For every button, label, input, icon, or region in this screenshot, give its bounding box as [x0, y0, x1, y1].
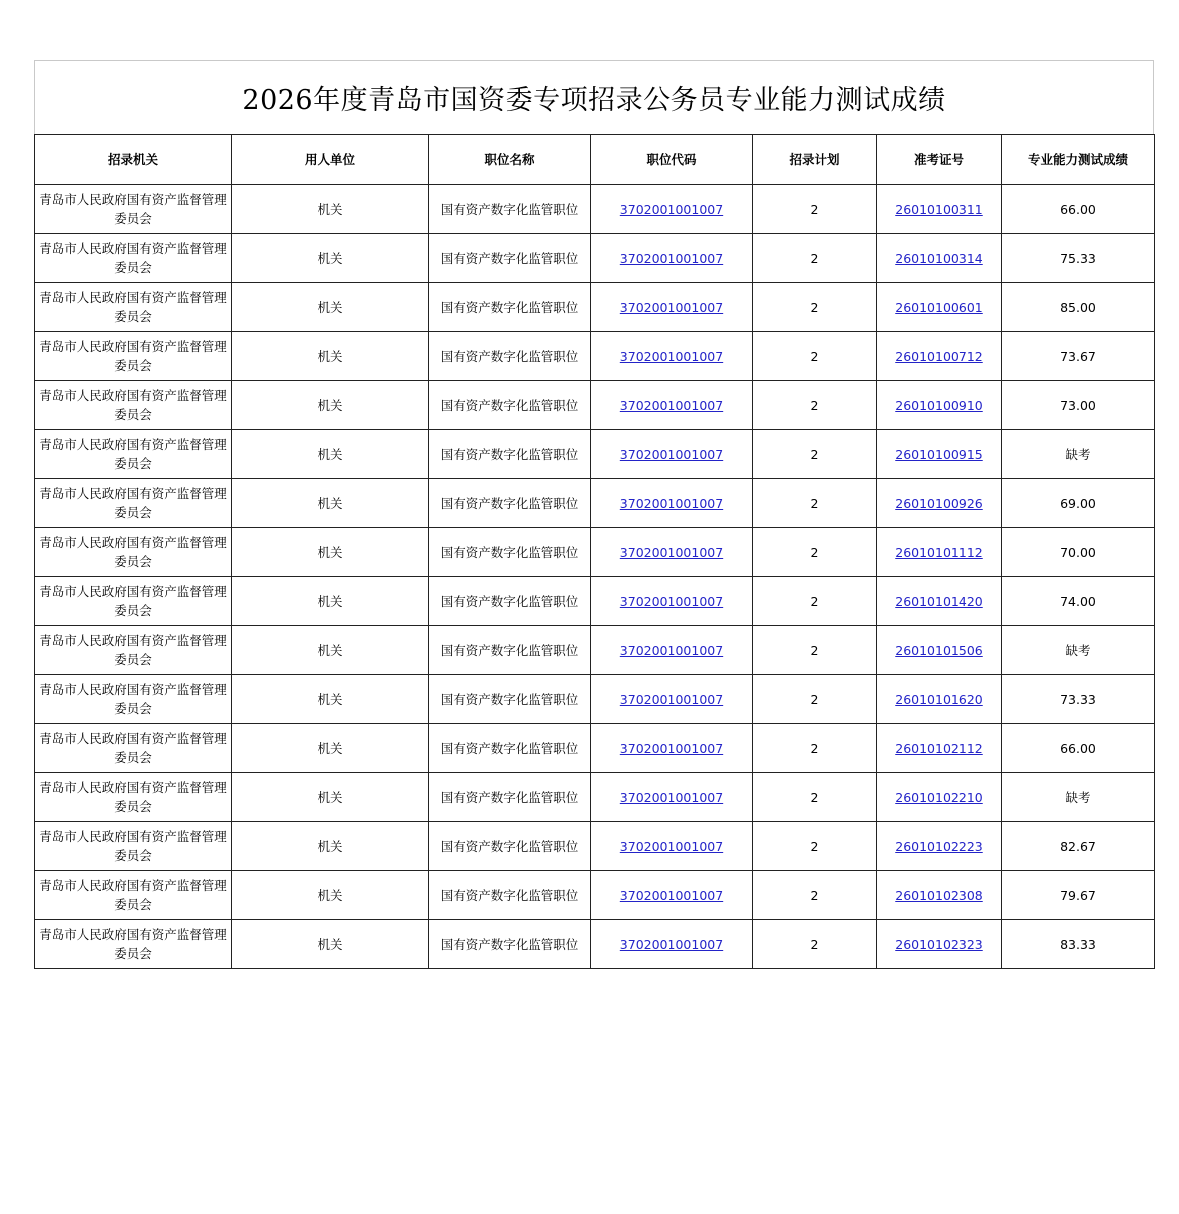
- score-table: [34, 134, 1155, 969]
- table-row: [35, 920, 1155, 969]
- cell-score: 缺考: [1002, 773, 1155, 822]
- cell-agency: 青岛市人民政府国有资产监督管理委员会: [35, 724, 232, 773]
- cell-ticket-number: [877, 283, 1002, 332]
- cell-position: 国有资产数字化监管职位: [429, 479, 591, 528]
- cell-position: 国有资产数字化监管职位: [429, 332, 591, 381]
- cell-ticket-number-link[interactable]: 26010101420: [895, 593, 983, 609]
- cell-score: 69.00: [1002, 479, 1155, 528]
- cell-ticket-number: [877, 822, 1002, 871]
- cell-ticket-number: [877, 234, 1002, 283]
- table-row: [35, 332, 1155, 381]
- cell-plan: 2: [753, 185, 877, 234]
- cell-plan: 2: [753, 724, 877, 773]
- table-row: [35, 626, 1155, 675]
- header-row: [35, 135, 1155, 185]
- cell-ticket-number: [877, 185, 1002, 234]
- cell-position-code: [591, 234, 753, 283]
- cell-position: 国有资产数字化监管职位: [429, 234, 591, 283]
- cell-ticket-number: [877, 920, 1002, 969]
- cell-position-code: [591, 871, 753, 920]
- cell-position: 国有资产数字化监管职位: [429, 773, 591, 822]
- cell-agency: 青岛市人民政府国有资产监督管理委员会: [35, 675, 232, 724]
- cell-ticket-number-link[interactable]: 26010102308: [895, 887, 983, 903]
- cell-plan: 2: [753, 381, 877, 430]
- cell-agency: 青岛市人民政府国有资产监督管理委员会: [35, 185, 232, 234]
- cell-unit: 机关: [232, 430, 429, 479]
- header-plan: 招录计划: [753, 135, 877, 185]
- table-body: [35, 185, 1155, 969]
- cell-ticket-number-link[interactable]: 26010100915: [895, 446, 983, 462]
- table-row: [35, 381, 1155, 430]
- cell-ticket-number: [877, 773, 1002, 822]
- cell-score: 缺考: [1002, 430, 1155, 479]
- cell-position-code-link[interactable]: 3702001001007: [619, 789, 724, 805]
- cell-ticket-number-link[interactable]: 26010101506: [895, 642, 983, 658]
- cell-position-code-link[interactable]: 3702001001007: [619, 887, 724, 903]
- cell-position-code-link[interactable]: 3702001001007: [619, 250, 724, 266]
- cell-plan: 2: [753, 871, 877, 920]
- cell-agency: 青岛市人民政府国有资产监督管理委员会: [35, 822, 232, 871]
- cell-position-code: [591, 283, 753, 332]
- cell-position: 国有资产数字化监管职位: [429, 724, 591, 773]
- cell-ticket-number-link[interactable]: 26010102323: [895, 936, 983, 952]
- cell-position: 国有资产数字化监管职位: [429, 871, 591, 920]
- table-row: [35, 283, 1155, 332]
- table-row: [35, 577, 1155, 626]
- cell-unit: 机关: [232, 675, 429, 724]
- cell-ticket-number-link[interactable]: 26010101620: [895, 691, 983, 707]
- cell-position-code-link[interactable]: 3702001001007: [619, 740, 724, 756]
- cell-position-code: [591, 430, 753, 479]
- cell-position-code-link[interactable]: 3702001001007: [619, 544, 724, 560]
- cell-agency: 青岛市人民政府国有资产监督管理委员会: [35, 920, 232, 969]
- cell-position: 国有资产数字化监管职位: [429, 675, 591, 724]
- cell-position-code: [591, 675, 753, 724]
- cell-position: 国有资产数字化监管职位: [429, 185, 591, 234]
- cell-score: 缺考: [1002, 626, 1155, 675]
- table-row: [35, 773, 1155, 822]
- cell-position-code: [591, 773, 753, 822]
- cell-position-code: [591, 381, 753, 430]
- cell-position-code: [591, 822, 753, 871]
- cell-score: 74.00: [1002, 577, 1155, 626]
- cell-position-code: [591, 185, 753, 234]
- cell-score: 85.00: [1002, 283, 1155, 332]
- cell-unit: 机关: [232, 773, 429, 822]
- cell-position: 国有资产数字化监管职位: [429, 283, 591, 332]
- cell-ticket-number-link[interactable]: 26010100910: [895, 397, 983, 413]
- cell-position-code-link[interactable]: 3702001001007: [619, 936, 724, 952]
- table-row: [35, 185, 1155, 234]
- cell-score: 73.67: [1002, 332, 1155, 381]
- cell-score: 70.00: [1002, 528, 1155, 577]
- cell-ticket-number: [877, 871, 1002, 920]
- cell-plan: 2: [753, 234, 877, 283]
- cell-position: 国有资产数字化监管职位: [429, 920, 591, 969]
- cell-position: 国有资产数字化监管职位: [429, 381, 591, 430]
- cell-unit: 机关: [232, 332, 429, 381]
- header-code: 职位代码: [591, 135, 753, 185]
- cell-unit: 机关: [232, 822, 429, 871]
- table-row: [35, 234, 1155, 283]
- cell-score: 83.33: [1002, 920, 1155, 969]
- table-row: [35, 724, 1155, 773]
- cell-position-code-link[interactable]: 3702001001007: [619, 593, 724, 609]
- cell-position-code-link[interactable]: 3702001001007: [619, 838, 724, 854]
- cell-position-code: [591, 528, 753, 577]
- cell-position: 国有资产数字化监管职位: [429, 528, 591, 577]
- cell-position: 国有资产数字化监管职位: [429, 577, 591, 626]
- header-position: 职位名称: [429, 135, 591, 185]
- cell-agency: 青岛市人民政府国有资产监督管理委员会: [35, 234, 232, 283]
- cell-unit: 机关: [232, 185, 429, 234]
- cell-score: 79.67: [1002, 871, 1155, 920]
- cell-plan: 2: [753, 479, 877, 528]
- cell-position-code-link[interactable]: 3702001001007: [619, 446, 724, 462]
- cell-plan: 2: [753, 283, 877, 332]
- header-ticket: 准考证号: [877, 135, 1002, 185]
- cell-position-code-link[interactable]: 3702001001007: [619, 201, 724, 217]
- cell-unit: 机关: [232, 577, 429, 626]
- cell-position-code-link[interactable]: 3702001001007: [619, 691, 724, 707]
- cell-plan: 2: [753, 430, 877, 479]
- cell-unit: 机关: [232, 724, 429, 773]
- cell-plan: 2: [753, 773, 877, 822]
- cell-position-code: [591, 479, 753, 528]
- cell-unit: 机关: [232, 234, 429, 283]
- cell-ticket-number-link[interactable]: 26010100311: [895, 201, 983, 217]
- cell-unit: 机关: [232, 283, 429, 332]
- cell-ticket-number: [877, 724, 1002, 773]
- cell-ticket-number-link[interactable]: 26010102223: [895, 838, 983, 854]
- score-sheet: [34, 60, 1154, 969]
- cell-position-code: [591, 332, 753, 381]
- table-row: [35, 675, 1155, 724]
- table-row: [35, 430, 1155, 479]
- cell-agency: 青岛市人民政府国有资产监督管理委员会: [35, 479, 232, 528]
- cell-ticket-number-link[interactable]: 26010100314: [895, 250, 983, 266]
- cell-position: 国有资产数字化监管职位: [429, 430, 591, 479]
- cell-ticket-number: [877, 430, 1002, 479]
- cell-ticket-number-link[interactable]: 26010102210: [895, 789, 983, 805]
- cell-plan: 2: [753, 822, 877, 871]
- header-unit: 用人单位: [232, 135, 429, 185]
- cell-ticket-number: [877, 626, 1002, 675]
- header-agency: 招录机关: [35, 135, 232, 185]
- cell-position-code: [591, 724, 753, 773]
- cell-position-code-link[interactable]: 3702001001007: [619, 299, 724, 315]
- cell-unit: 机关: [232, 381, 429, 430]
- cell-plan: 2: [753, 626, 877, 675]
- cell-position: 国有资产数字化监管职位: [429, 626, 591, 675]
- cell-ticket-number-link[interactable]: 26010102112: [895, 740, 983, 756]
- cell-unit: 机关: [232, 920, 429, 969]
- cell-ticket-number: [877, 577, 1002, 626]
- cell-plan: 2: [753, 528, 877, 577]
- cell-score: 75.33: [1002, 234, 1155, 283]
- cell-ticket-number-link[interactable]: 26010101112: [895, 544, 983, 560]
- cell-agency: 青岛市人民政府国有资产监督管理委员会: [35, 577, 232, 626]
- table-row: [35, 871, 1155, 920]
- cell-score: 82.67: [1002, 822, 1155, 871]
- table-row: [35, 479, 1155, 528]
- cell-plan: 2: [753, 577, 877, 626]
- header-score: 专业能力测试成绩: [1002, 135, 1155, 185]
- cell-agency: 青岛市人民政府国有资产监督管理委员会: [35, 332, 232, 381]
- cell-position-code-link[interactable]: 3702001001007: [619, 397, 724, 413]
- page-title: 2026年度青岛市国资委专项招录公务员专业能力测试成绩: [242, 85, 946, 116]
- cell-plan: 2: [753, 332, 877, 381]
- cell-score: 66.00: [1002, 724, 1155, 773]
- cell-position-code: [591, 577, 753, 626]
- cell-agency: 青岛市人民政府国有资产监督管理委员会: [35, 871, 232, 920]
- cell-unit: 机关: [232, 871, 429, 920]
- cell-position-code: [591, 626, 753, 675]
- cell-position: 国有资产数字化监管职位: [429, 822, 591, 871]
- cell-unit: 机关: [232, 479, 429, 528]
- cell-position-code-link[interactable]: 3702001001007: [619, 642, 724, 658]
- cell-ticket-number-link[interactable]: 26010100712: [895, 348, 983, 364]
- cell-ticket-number-link[interactable]: 26010100926: [895, 495, 983, 511]
- cell-score: 73.00: [1002, 381, 1155, 430]
- table-row: [35, 822, 1155, 871]
- cell-agency: 青岛市人民政府国有资产监督管理委员会: [35, 381, 232, 430]
- cell-ticket-number: [877, 332, 1002, 381]
- cell-ticket-number: [877, 479, 1002, 528]
- table-row: [35, 528, 1155, 577]
- cell-score: 73.33: [1002, 675, 1155, 724]
- cell-unit: 机关: [232, 626, 429, 675]
- cell-ticket-number-link[interactable]: 26010100601: [895, 299, 983, 315]
- cell-agency: 青岛市人民政府国有资产监督管理委员会: [35, 773, 232, 822]
- cell-position-code-link[interactable]: 3702001001007: [619, 495, 724, 511]
- cell-ticket-number: [877, 528, 1002, 577]
- cell-unit: 机关: [232, 528, 429, 577]
- cell-ticket-number: [877, 381, 1002, 430]
- cell-ticket-number: [877, 675, 1002, 724]
- cell-plan: 2: [753, 675, 877, 724]
- cell-score: 66.00: [1002, 185, 1155, 234]
- cell-agency: 青岛市人民政府国有资产监督管理委员会: [35, 430, 232, 479]
- cell-position-code: [591, 920, 753, 969]
- title-box: [34, 60, 1154, 134]
- cell-plan: 2: [753, 920, 877, 969]
- cell-agency: 青岛市人民政府国有资产监督管理委员会: [35, 283, 232, 332]
- cell-agency: 青岛市人民政府国有资产监督管理委员会: [35, 626, 232, 675]
- cell-agency: 青岛市人民政府国有资产监督管理委员会: [35, 528, 232, 577]
- cell-position-code-link[interactable]: 3702001001007: [619, 348, 724, 364]
